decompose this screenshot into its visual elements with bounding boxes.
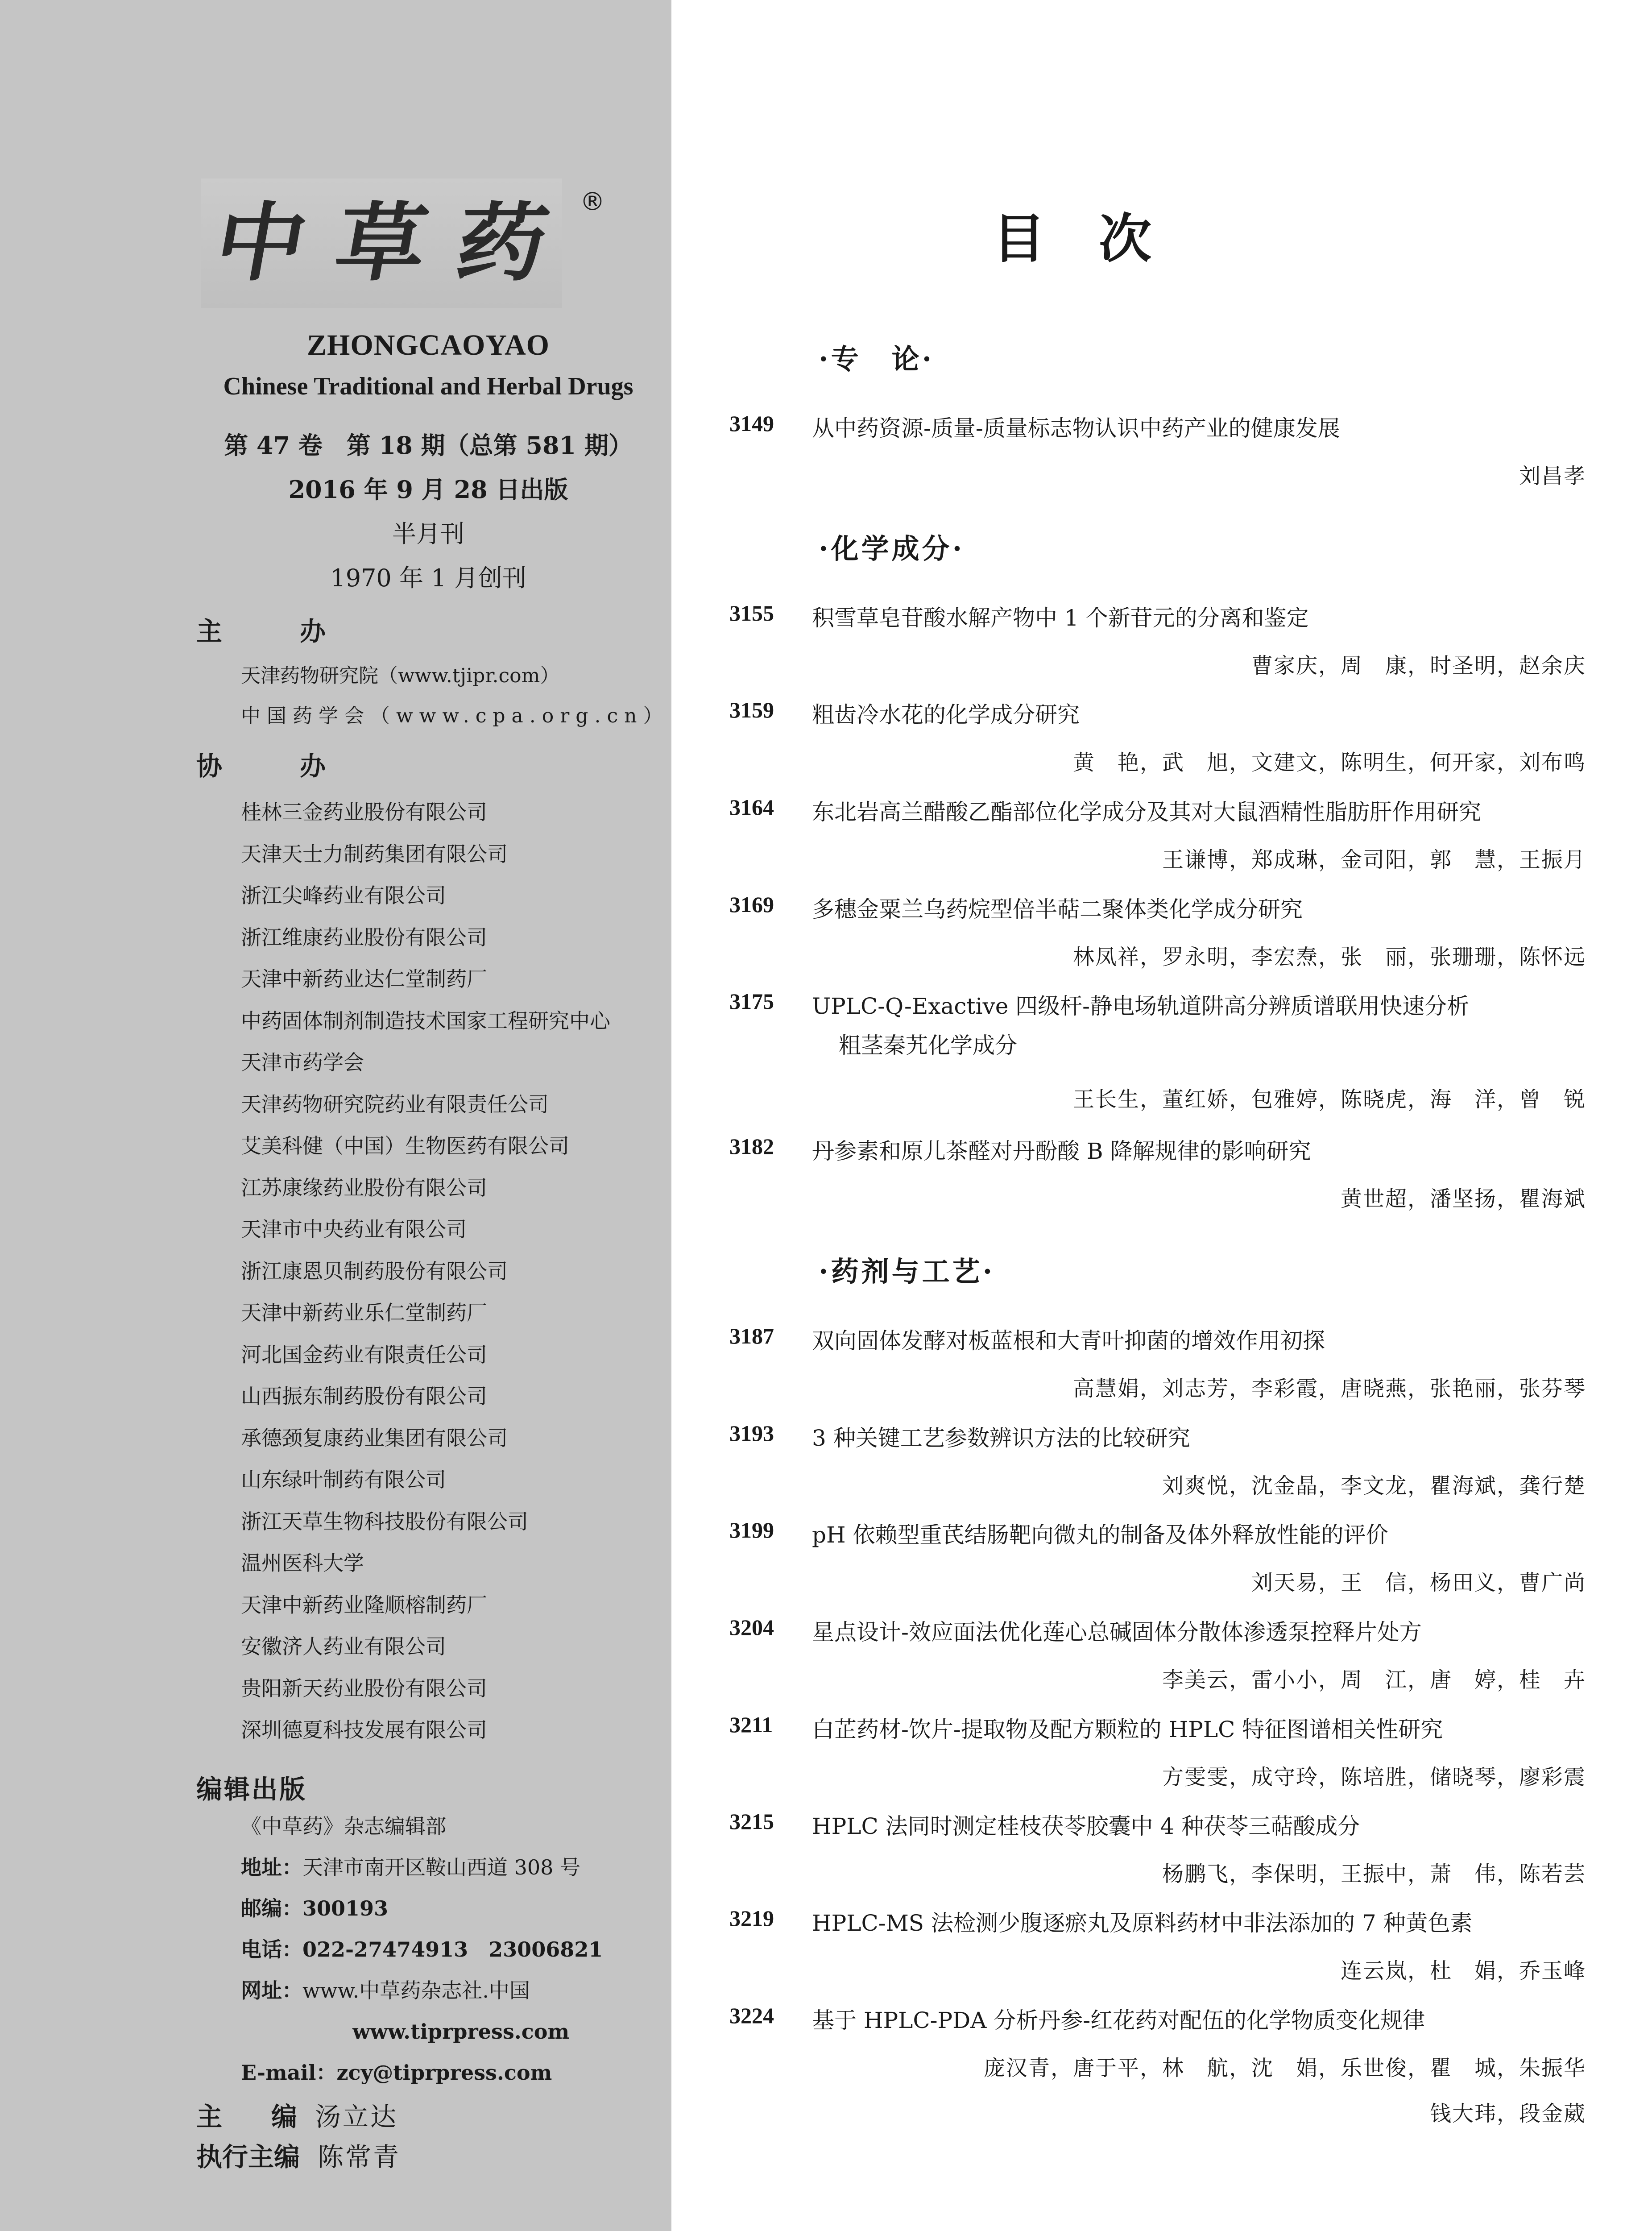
cosponsor-item: 承德颈复康药业集团有限公司 <box>241 1426 508 1450</box>
sponsor-item: 天津药物研究院（www.tjipr.com） <box>241 664 560 687</box>
email-line <box>241 2052 660 2093</box>
postcode-label: 邮编： <box>241 1896 302 1920</box>
page-number: 3199 <box>729 1518 774 1543</box>
article-title: 粗齿冷水花的化学成分研究 <box>812 702 1080 728</box>
cosponsor-item: 艾美科健（中国）生物医药有限公司 <box>241 1134 569 1158</box>
founded-date: 1970 年 1 月创刊 <box>330 564 526 592</box>
article-authors: 黄世超，潘坚扬，瞿海斌 <box>1340 1186 1586 1211</box>
editorial-office: 《中草药》杂志编辑部 <box>241 1814 446 1838</box>
cosponsor-item: 贵阳新天药业股份有限公司 <box>241 1676 487 1700</box>
cosponsor-item: 山西振东制药股份有限公司 <box>241 1384 487 1408</box>
article-authors: 林凤祥，罗永明，李宏焘，张 丽，张珊珊，陈怀远 <box>1072 945 1586 970</box>
article-authors: 曹家庆，周 康，时圣明，赵余庆 <box>1251 653 1586 678</box>
journal-logo <box>201 178 605 312</box>
article-authors: 李美云，雷小小，周 江，唐 婷，桂 卉 <box>1162 1667 1586 1692</box>
publication-date: 2016 年 9 月 28 日出版 <box>288 475 568 504</box>
article-authors: 刘爽悦，沈金晶，李文龙，瞿海斌，龚行楚 <box>1162 1473 1586 1498</box>
sponsor-item: 中国药学会（www.cpa.org.cn） <box>241 705 669 727</box>
page-number: 3149 <box>729 411 774 436</box>
toc-title-char: 次 <box>1099 208 1205 270</box>
cosponsor-item: 浙江康恩贝制药股份有限公司 <box>241 1259 508 1283</box>
email-label: E-mail： <box>241 2060 337 2085</box>
journal-title-en: ZHONGCAOYAO <box>307 329 550 361</box>
address-value: 天津市南开区鞍山西道 308 号 <box>302 1855 581 1879</box>
page-number: 3193 <box>729 1421 774 1446</box>
cosponsor-item: 中药固体制剂制造技术国家工程研究中心 <box>241 1008 610 1033</box>
page-number: 3169 <box>729 892 774 917</box>
journal-subtitle-en: Chinese Traditional and Herbal Drugs <box>223 373 633 400</box>
cosponsor-item: 江苏康缘药业股份有限公司 <box>241 1175 487 1200</box>
article-title: UPLC-Q-Exactive 四级杆-静电场轨道阱高分辨质谱联用快速分析 <box>812 993 1470 1019</box>
article-authors: 刘天易，王 信，杨田义，曹广尚 <box>1251 1570 1586 1595</box>
postcode-line <box>241 1888 660 1929</box>
article-title-continued: 粗茎秦艽化学成分 <box>839 1033 1017 1058</box>
toc-title-char: 目 <box>993 208 1099 270</box>
logo-char: 药 <box>448 193 555 293</box>
article-authors: 连云岚，杜 娟，乔玉峰 <box>1340 1958 1586 1983</box>
sponsor-heading <box>196 610 660 648</box>
page-number: 3159 <box>729 697 774 722</box>
cosponsor-item: 温州医科大学 <box>241 1551 364 1575</box>
article-title: 3 种关键工艺参数辨识方法的比较研究 <box>812 1425 1190 1451</box>
article-authors: 王长生，董红娇，包雅婷，陈晓虎，海 洋，曾 锐 <box>1072 1087 1586 1112</box>
article-title: 从中药资源-质量-质量标志物认识中药产业的健康发展 <box>812 415 1340 441</box>
editor-in-chief <box>196 2096 660 2133</box>
article-authors: 王谦博，郑成琳，金司阳，郭 慧，王振月 <box>1162 847 1586 872</box>
article-title: 白芷药材-饮片-提取物及配方颗粒的 HPLC 特征图谱相关性研究 <box>812 1717 1443 1742</box>
cosponsor-item: 桂林三金药业股份有限公司 <box>241 800 487 824</box>
logo-char: 中 <box>207 193 315 293</box>
article-title: HPLC-MS 法检测少腹逐瘀丸及原料药材中非法添加的 7 种黄色素 <box>812 1910 1473 1936</box>
article-title: 基于 HPLC-PDA 分析丹参-红花药对配伍的化学物质变化规律 <box>812 2007 1425 2033</box>
masthead-sidebar <box>0 0 671 2231</box>
page-number: 3164 <box>729 795 774 820</box>
page-number: 3182 <box>729 1134 774 1159</box>
page-number: 3204 <box>729 1615 774 1640</box>
article-authors: 黄 艳，武 旭，文建文，陈明生，何开家，刘布鸣 <box>1072 750 1586 775</box>
page-number: 3219 <box>729 1906 774 1931</box>
website-label: 网址： <box>241 1978 302 2003</box>
article-title: 积雪草皂苷酸水解产物中 1 个新苷元的分离和鉴定 <box>812 605 1309 631</box>
cosponsor-item: 天津中新药业达仁堂制药厂 <box>241 967 487 991</box>
cosponsor-item: 深圳德夏科技发展有限公司 <box>241 1718 487 1742</box>
article-authors: 高慧娟，刘志芳，李彩霞，唐晓燕，张艳丽，张芬琴 <box>1072 1376 1586 1401</box>
toc-section-heading: ·化学成分· <box>819 532 965 565</box>
cosponsor-item: 浙江维康药业股份有限公司 <box>241 925 487 950</box>
page-number: 3155 <box>729 601 774 626</box>
article-title: 东北岩高兰醋酸乙酯部位化学成分及其对大鼠酒精性脂肪肝作用研究 <box>812 799 1481 825</box>
toc-section-heading: ·药剂与工艺· <box>819 1255 995 1288</box>
cosponsor-item: 天津天士力制药集团有限公司 <box>241 842 508 866</box>
executive-editor <box>196 2136 660 2173</box>
article-title: 丹参素和原儿茶醛对丹酚酸 B 降解规律的影响研究 <box>812 1138 1311 1164</box>
cosponsor-item: 天津中新药业隆顺榕制药厂 <box>241 1592 487 1617</box>
article-title: HPLC 法同时测定桂枝茯苓胶囊中 4 种茯苓三萜酸成分 <box>812 1813 1360 1839</box>
website-value[interactable]: www.中草药杂志社.中国 <box>302 1978 530 2003</box>
volume-issue: 第 47 卷 第 18 期（总第 581 期） <box>224 431 633 460</box>
article-authors: 刘昌孝 <box>1519 464 1586 489</box>
address-label: 地址： <box>241 1855 302 1879</box>
address-line <box>241 1847 660 1888</box>
cosponsor-item: 天津市中央药业有限公司 <box>241 1217 467 1241</box>
heading-char: 协 <box>196 751 224 781</box>
article-title: pH 依赖型重芪结肠靶向微丸的制备及体外释放性能的评价 <box>812 1522 1388 1548</box>
cosponsor-item: 山东绿叶制药有限公司 <box>241 1468 446 1492</box>
article-authors: 庞汉青，唐于平，林 航，沈 娟，乐世俊，瞿 城，朱振华 <box>983 2056 1586 2081</box>
cosponsor-item: 浙江尖峰药业有限公司 <box>241 883 446 908</box>
publication-frequency: 半月刊 <box>392 520 464 548</box>
article-authors: 方雯雯，成守玲，陈培胜，储晓琴，廖彩震 <box>1162 1765 1586 1790</box>
article-title: 多穗金粟兰乌药烷型倍半萜二聚体类化学成分研究 <box>812 896 1303 922</box>
page-number: 3224 <box>729 2003 774 2028</box>
registered-mark: ® <box>580 187 605 216</box>
phone-line <box>241 1929 660 1970</box>
phone-label: 电话： <box>241 1937 302 1961</box>
article-title: 星点设计-效应面法优化莲心总碱固体分散体渗透泵控释片处方 <box>812 1619 1422 1645</box>
cosponsor-item: 天津中新药业乐仁堂制药厂 <box>241 1301 487 1325</box>
cosponsor-list <box>196 792 660 1751</box>
toc-title <box>993 196 1205 272</box>
page-number: 3211 <box>729 1712 773 1737</box>
cosponsor-item: 安徽济人药业有限公司 <box>241 1634 446 1659</box>
website-line-2 <box>241 2011 660 2052</box>
editor-name: 汤立达 <box>315 2101 398 2132</box>
heading-char: 办 <box>300 751 328 781</box>
cosponsor-item: 浙江天草生物科技股份有限公司 <box>241 1509 528 1534</box>
page-number: 3175 <box>729 989 774 1014</box>
cosponsor-item: 天津药物研究院药业有限责任公司 <box>241 1092 549 1116</box>
article-authors-continued: 钱大玮，段金葳 <box>1429 2101 1586 2126</box>
editor-label-char: 编 <box>271 2101 298 2132</box>
postcode-value: 300193 <box>302 1896 389 1920</box>
logo-char: 草 <box>328 193 435 293</box>
page-number: 3215 <box>729 1809 774 1834</box>
cosponsor-item: 河北国金药业有限责任公司 <box>241 1342 487 1367</box>
phone-value: 022-27474913 23006821 <box>302 1937 603 1961</box>
exec-editor-name: 陈常青 <box>318 2141 401 2172</box>
toc-section-heading: ·专 论· <box>819 343 935 375</box>
editor-label-char: 主 <box>196 2101 223 2132</box>
page-number: 3187 <box>729 1323 774 1348</box>
article-authors: 杨鹏飞，李保明，王振中，萧 伟，陈若芸 <box>1162 1862 1586 1887</box>
email-value[interactable]: zcy@tiprpress.com <box>336 2060 552 2085</box>
heading-char: 办 <box>300 616 328 647</box>
heading-char: 主 <box>196 616 224 647</box>
editorial-heading: 编辑出版 <box>196 1774 307 1804</box>
table-of-contents <box>671 0 1652 2231</box>
website-line <box>241 1970 660 2011</box>
article-title: 双向固体发酵对板蓝根和大青叶抑菌的增效作用初探 <box>812 1328 1325 1354</box>
website-value-2[interactable]: www.tiprpress.com <box>352 2019 570 2044</box>
exec-editor-label: 执行主编 <box>196 2141 300 2172</box>
cosponsor-heading <box>196 745 660 783</box>
cosponsor-item: 天津市药学会 <box>241 1050 364 1074</box>
